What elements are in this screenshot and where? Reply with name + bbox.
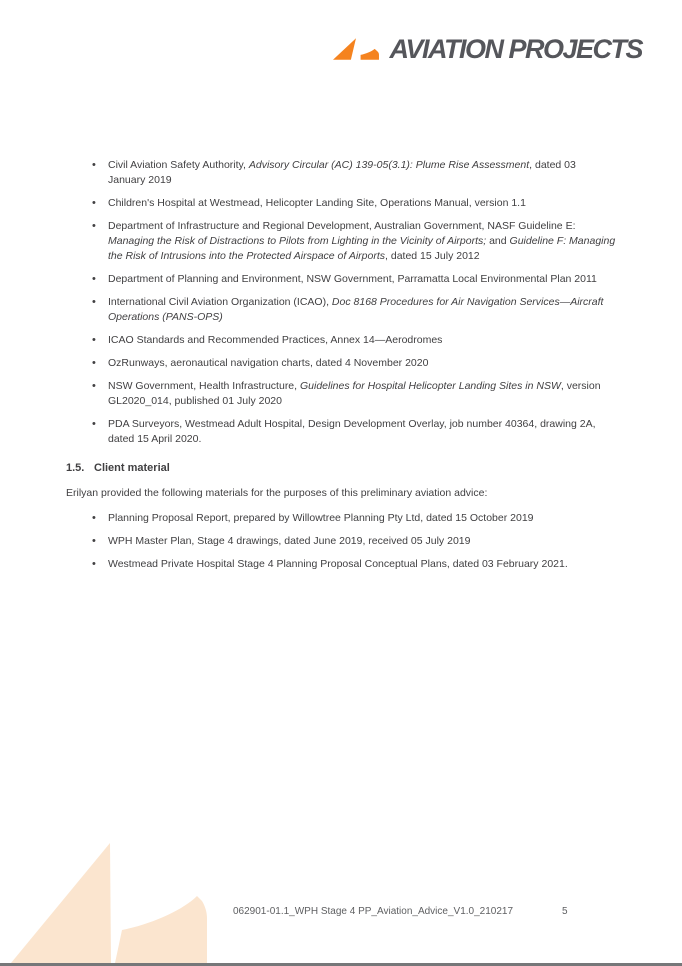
reference-item: • Department of Infrastructure and Regional Development, Australian Government, NASF Guideline E: Managing the Risk of Distractions to Pilots from Lighting in the Vicinity of Airports; and Guideline F: Managing the Risk of Intrusions into the Protected Airspace of Airports, dated 15 July 2012 bbox=[66, 219, 616, 264]
section-heading bbox=[66, 461, 616, 476]
client-material-item: • Planning Proposal Report, prepared by Willowtree Planning Pty Ltd, dated 15 October 2019 bbox=[66, 511, 616, 526]
client-material-list bbox=[66, 511, 616, 572]
page-footer bbox=[0, 906, 682, 921]
client-material-item: • WPH Master Plan, Stage 4 drawings, dated June 2019, received 05 July 2019 bbox=[66, 534, 616, 549]
aviation-projects-logo bbox=[333, 34, 642, 64]
footer-document-id: 062901-01.1_WPH Stage 4 PP_Aviation_Advice_V1.0_210217 bbox=[233, 906, 514, 917]
logo-wordmark: AVIATION PROJECTS bbox=[389, 34, 642, 64]
reference-item: • Civil Aviation Safety Authority, Advisory Circular (AC) 139-05(3.1): Plume Rise Assessment, dated 03 January 2019 bbox=[66, 158, 616, 188]
reference-item: • Department of Planning and Environment, NSW Government, Parramatta Local Environmental Plan 2011 bbox=[66, 272, 616, 287]
aviation-projects-mark-icon bbox=[333, 38, 380, 60]
section-intro: Erilyan provided the following materials for the purposes of this preliminary aviation advice: bbox=[66, 487, 488, 499]
reference-item: • PDA Surveyors, Westmead Adult Hospital, Design Development Overlay, job number 40364, drawing 2A, dated 15 April 2020. bbox=[66, 417, 616, 447]
page-content bbox=[66, 158, 616, 580]
reference-item: • ICAO Standards and Recommended Practices, Annex 14—Aerodromes bbox=[66, 333, 616, 348]
section-title: Client material bbox=[94, 462, 170, 474]
reference-item: • OzRunways, aeronautical navigation charts, dated 4 November 2020 bbox=[66, 356, 616, 371]
section-number: 1.5. bbox=[66, 462, 85, 474]
reference-item: • International Civil Aviation Organization (ICAO), Doc 8168 Procedures for Air Navigation Services—Aircraft Operations (PANS-OPS) bbox=[66, 295, 616, 325]
references-list bbox=[66, 158, 616, 447]
reference-item: • NSW Government, Health Infrastructure, Guidelines for Hospital Helicopter Landing Sites in NSW, version GL2020_014, published 01 July 2020 bbox=[66, 379, 616, 409]
footer-page-number: 5 bbox=[562, 906, 568, 917]
logo-watermark bbox=[0, 843, 212, 963]
client-material-item: • Westmead Private Hospital Stage 4 Planning Proposal Conceptual Plans, dated 03 February 2021. bbox=[66, 557, 616, 572]
reference-item: • Children's Hospital at Westmead, Helicopter Landing Site, Operations Manual, version 1.1 bbox=[66, 196, 616, 211]
